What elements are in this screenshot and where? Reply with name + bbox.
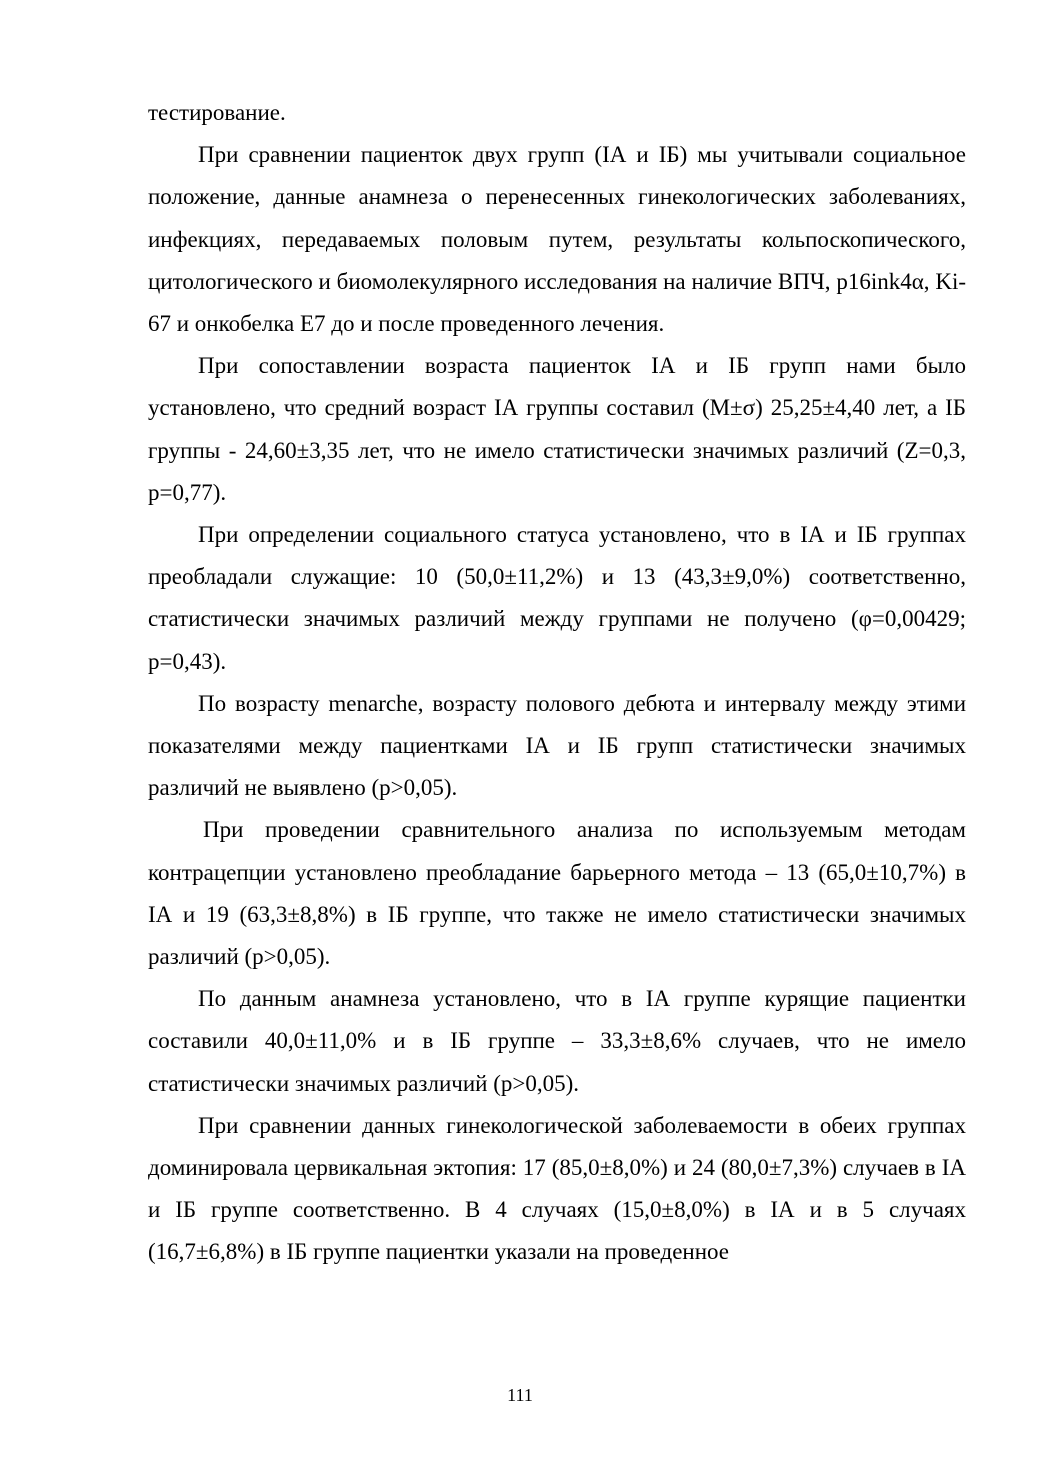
paragraph-smoking: По данным анамнеза установлено, что в IА группе курящие пациентки составили 40,0±11,0% и в IБ группе – 33,3±8,6% случаев, что не имело статистически значимых различий (p>0,05). <box>148 986 966 1096</box>
paragraph-contraception: При проведении сравнительного анализа по используемым методам контрацепции установлено преобладание барьерного метода – 13 (65,0±10,7%) в IА и 19 (63,3±8,8%) в IБ группе, что также не имело статистически значимых различий (p>0,05). <box>148 817 966 970</box>
page-body <box>148 92 966 1274</box>
paragraph-age: При сопоставлении возраста пациенток IА и IБ групп нами было установлено, что средний возраст IА группы составил (M±σ) 25,25±4,40 лет, а IБ группы - 24,60±3,35 лет, что не имело статистически значимых различий (Z=0,3, p=0,77). <box>148 353 966 505</box>
paragraph-menarche: По возрасту menarche, возрасту полового дебюта и интервалу между этими показателями между пациентками IА и IБ групп статистически значимых различий не выявлено (p>0,05). <box>148 690 966 801</box>
paragraph-gynecological: При сравнении данных гинекологической заболеваемости в обеих группах доминировала цервикальная эктопия: 17 (85,0±8,0%) и 24 (80,0±7,3%) случаев в IА и IБ группе соответственно. В 4 случаях (15,0±8,0%) в IА и в 5 случаях (16,7±6,8%) в IБ группе пациентки указали на проведенное <box>148 1112 966 1265</box>
paragraph-comparison: При сравнении пациенток двух групп (IА и IБ) мы учитывали социальное положение, данные анамнеза о перенесенных гинекологических заболеваниях, инфекциях, передаваемых половым путем, результаты кольпоскопического, цитологического и биомолекулярного исследования на наличие ВПЧ, p16ink4α, Ki-67 и онкобелка E7 до и после проведенного лечения. <box>148 142 966 337</box>
paragraph-social-status: При определении социального статуса установлено, что в IА и IБ группах преобладали служащие: 10 (50,0±11,2%) и 13 (43,3±9,0%) соответственно, статистически значимых различий между группами не получено (φ=0,00429; p=0,43). <box>148 522 966 674</box>
paragraph-continuation: тестирование. <box>148 100 286 125</box>
page-number: 111 <box>507 1385 533 1405</box>
